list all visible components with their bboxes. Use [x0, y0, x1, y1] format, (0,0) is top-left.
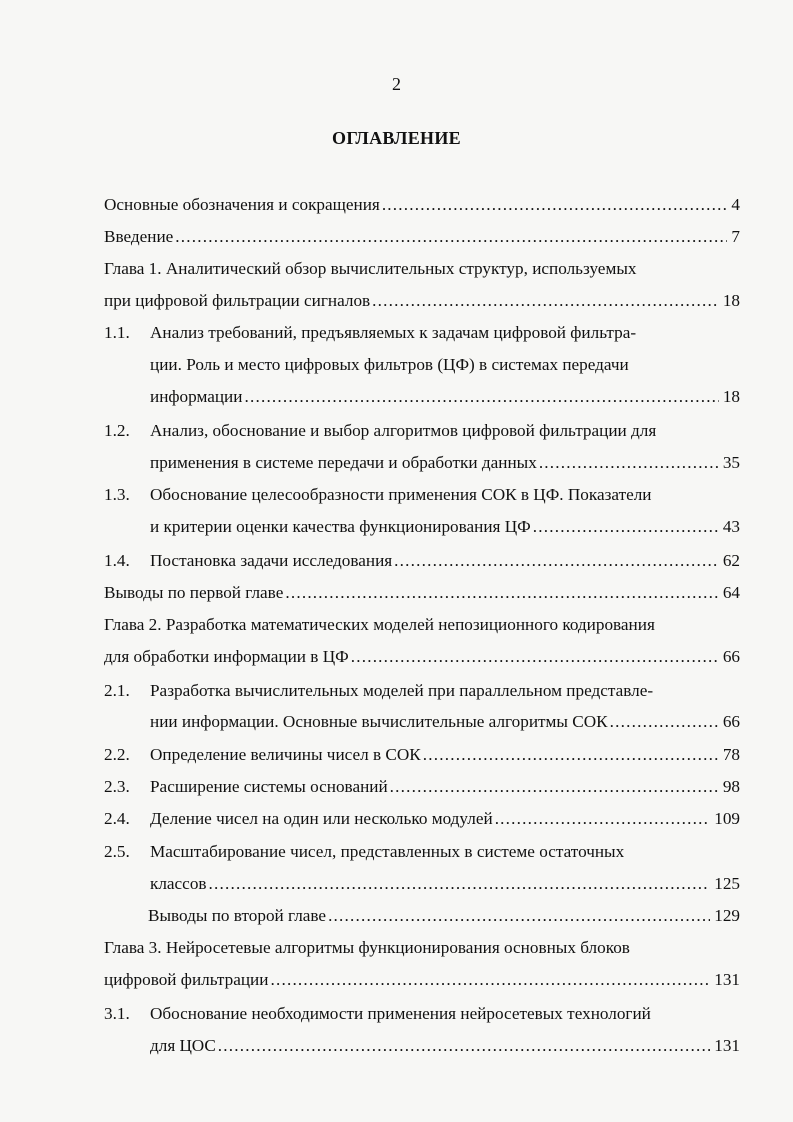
toc-entry-text: Глава 3. Нейросетевые алгоритмы функционирования основных блоков — [104, 938, 630, 957]
dot-leader — [423, 744, 719, 766]
toc-page-number: 131 — [714, 1036, 740, 1055]
toc-section-number: 1.1. — [104, 323, 130, 342]
toc-entry-text: Деление чисел на один или несколько модулей — [150, 809, 493, 828]
toc-section-2-1-line2[interactable] — [150, 711, 740, 733]
toc-chapter-3-line2[interactable] — [104, 969, 740, 991]
toc-section-number: 2.4. — [104, 809, 130, 828]
dot-leader — [351, 646, 719, 668]
dot-leader — [372, 290, 719, 312]
toc-entry-text: Разработка вычислительных моделей при параллельном представле- — [150, 681, 654, 700]
dot-leader — [175, 226, 727, 248]
toc-chapter-2-line1[interactable] — [104, 614, 740, 636]
toc-chapter-1-line1[interactable] — [104, 258, 740, 280]
dot-leader — [390, 776, 719, 798]
toc-entry-text: Выводы по второй главе — [148, 906, 327, 925]
toc-page-number: 66 — [722, 647, 740, 666]
toc-entry-text: Выводы по первой главе — [104, 583, 284, 602]
toc-entry-text: Введение — [104, 227, 174, 246]
toc-section-3-1-line1[interactable] — [150, 1003, 740, 1025]
toc-entry-text: Масштабирование чисел, представленных в системе остаточных — [150, 842, 625, 861]
toc-section-1-1-line1[interactable] — [150, 322, 740, 344]
dot-leader — [244, 386, 718, 408]
dot-leader — [382, 194, 728, 216]
dot-leader — [328, 905, 710, 927]
toc-page-number: 129 — [714, 906, 740, 925]
toc-entry-text: Анализ, обоснование и выбор алгоритмов цифровой фильтрации для — [150, 421, 657, 440]
toc-section-number: 1.3. — [104, 485, 130, 504]
toc-page-number: 43 — [722, 517, 740, 536]
toc-section-1-1-line2[interactable] — [150, 354, 740, 376]
toc-entry-text: для обработки информации в ЦФ — [104, 647, 349, 666]
toc-entry-text: Обоснование целесообразности применения СОК в ЦФ. Показатели — [150, 485, 652, 504]
toc-page-number: 4 — [731, 195, 740, 214]
toc-entry-text: информации — [150, 387, 243, 406]
toc-chapter-1-line2[interactable] — [104, 290, 740, 312]
toc-entry-text: Глава 2. Разработка математических моделей непозиционного кодирования — [104, 615, 655, 634]
dot-leader — [394, 550, 719, 572]
toc-section-2-1-line1[interactable] — [150, 680, 740, 702]
toc-entry-text: ции. Роль и место цифровых фильтров (ЦФ) в системах передачи — [150, 355, 629, 374]
toc-section-2-5-line1[interactable] — [150, 841, 740, 863]
page-title: ОГЛАВЛЕНИЕ — [332, 128, 461, 148]
toc-section-number: 2.2. — [104, 745, 130, 764]
toc-section-number: 1.2. — [104, 421, 130, 440]
toc-section-number: 2.5. — [104, 842, 130, 861]
toc-entry-text: Постановка задачи исследования — [150, 551, 393, 570]
toc-entry-text: нии информации. Основные вычислительные алгоритмы СОК — [150, 712, 608, 731]
dot-leader — [270, 969, 710, 991]
toc-entry-text: для ЦОС — [150, 1036, 216, 1055]
toc-entry-text: Анализ требований, предъявляемых к задачам цифровой фильтра- — [150, 323, 637, 342]
toc-entry-text: Основные обозначения и сокращения — [104, 195, 380, 214]
dot-leader — [610, 711, 719, 733]
toc-section-2-4[interactable] — [150, 808, 740, 830]
toc-section-1-4[interactable] — [150, 550, 740, 572]
toc-section-1-3-line1[interactable] — [150, 484, 740, 506]
toc-page-number: 18 — [722, 291, 740, 310]
toc-page-number: 18 — [722, 387, 740, 406]
dot-leader — [285, 582, 718, 604]
page-number: 2 — [392, 74, 401, 94]
toc-section-number: 1.4. — [104, 551, 130, 570]
toc-page-number: 131 — [714, 970, 740, 989]
toc-entry-abbreviations[interactable] — [104, 194, 740, 216]
toc-conclusions-chapter-1[interactable] — [104, 582, 740, 604]
toc-entry-text: Определение величины чисел в СОК — [150, 745, 421, 764]
toc-section-3-1-line2[interactable] — [150, 1035, 740, 1057]
toc-section-2-2[interactable] — [150, 744, 740, 766]
toc-section-number: 2.3. — [104, 777, 130, 796]
dot-leader — [209, 873, 711, 895]
toc-entry-text: при цифровой фильтрации сигналов — [104, 291, 371, 310]
toc-page-number: 62 — [722, 551, 740, 570]
toc-entry-text: и критерии оценки качества функционирования ЦФ — [150, 517, 531, 536]
toc-entry-introduction[interactable] — [104, 226, 740, 248]
toc-chapter-2-line2[interactable] — [104, 646, 740, 668]
toc-section-1-3-line2[interactable] — [150, 516, 740, 538]
dot-leader — [533, 516, 719, 538]
toc-entry-text: цифровой фильтрации — [104, 970, 269, 989]
toc-page-number: 78 — [722, 745, 740, 764]
toc-entry-text: Расширение системы оснований — [150, 777, 388, 796]
toc-section-2-5-line2[interactable] — [150, 873, 740, 895]
toc-chapter-3-line1[interactable] — [104, 937, 740, 959]
toc-entry-text: Обоснование необходимости применения нейросетевых технологий — [150, 1004, 651, 1023]
toc-page-number: 7 — [731, 227, 740, 246]
toc-section-1-2-line2[interactable] — [150, 452, 740, 474]
toc-section-1-2-line1[interactable] — [150, 420, 740, 442]
toc-page-number: 125 — [714, 874, 740, 893]
toc-section-number: 2.1. — [104, 681, 130, 700]
toc-page-number: 109 — [714, 809, 740, 828]
dot-leader — [495, 808, 711, 830]
toc-entry-text: Глава 1. Аналитический обзор вычислительных структур, используемых — [104, 259, 637, 278]
toc-section-1-1-line3[interactable] — [150, 386, 740, 408]
dot-leader — [539, 452, 719, 474]
toc-page-number: 64 — [722, 583, 740, 602]
toc-conclusions-chapter-2[interactable] — [148, 905, 740, 927]
toc-section-number: 3.1. — [104, 1004, 130, 1023]
toc-page-number: 98 — [722, 777, 740, 796]
toc-entry-text: классов — [150, 874, 207, 893]
toc-section-2-3[interactable] — [150, 776, 740, 798]
dot-leader — [218, 1035, 710, 1057]
toc-entry-text: применения в системе передачи и обработки данных — [150, 453, 537, 472]
toc-page-number: 66 — [722, 712, 740, 731]
toc-page-number: 35 — [722, 453, 740, 472]
